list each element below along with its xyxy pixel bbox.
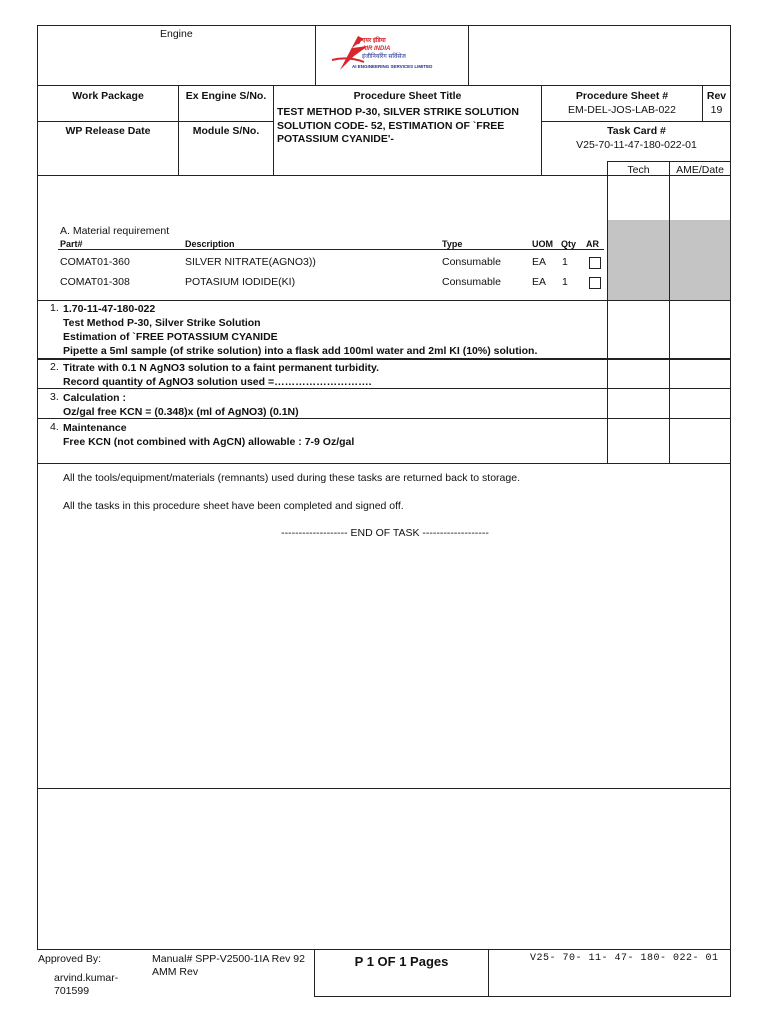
work-package-label: Work Package <box>72 90 144 102</box>
col-uom: UOM <box>532 239 553 249</box>
row1-qty: 1 <box>562 256 568 268</box>
row2-desc: POTASIUM IODIDE(KI) <box>185 276 296 288</box>
frame-right <box>730 25 731 950</box>
tools-note: All the tools/equipment/materials (remnants) used during these tasks are returned back to storage. <box>63 472 520 484</box>
end-of-task: ------------------- END OF TASK ------------------- <box>281 527 489 539</box>
air-india-logo <box>328 30 458 74</box>
procedure-sheet-label: Procedure Sheet # <box>575 90 669 102</box>
manual-ref: Manual# SPP-V2500-1IA Rev 92 <box>152 953 305 965</box>
completed-note: All the tasks in this procedure sheet have been completed and signed off. <box>63 500 404 512</box>
step2-num: 2. <box>50 361 59 373</box>
procedure-sheet-value: EM-DEL-JOS-LAB-022 <box>568 104 676 116</box>
step2-line1: Titrate with 0.1 N AgNO3 solution to a faint permanent turbidity. <box>63 362 379 374</box>
frame-bottom <box>37 949 731 950</box>
logo-line-3: इंजीनियरिंग सर्विसेज <box>362 54 406 60</box>
step4-line2: Free KCN (not combined with AgCN) allowable : 7-9 Oz/gal <box>63 436 355 448</box>
procedure-title-label: Procedure Sheet Title <box>353 90 462 102</box>
procedure-title-line2: SOLUTION CODE- 52, ESTIMATION OF `FREE <box>277 120 505 132</box>
row1-type: Consumable <box>442 256 501 268</box>
rev-label: Rev <box>706 90 727 102</box>
step1-line2: Test Method P-30, Silver Strike Solution <box>63 317 261 329</box>
approver-name: arvind.kumar- <box>54 972 119 984</box>
step1-num: 1. <box>50 302 59 314</box>
row1-uom: EA <box>532 256 547 268</box>
card-ref: V25- 70- 11- 47- 180- 022- 01 <box>530 953 719 964</box>
row2-ar-checkbox[interactable] <box>589 277 601 289</box>
frame-top <box>37 25 731 26</box>
row1-ar-checkbox[interactable] <box>589 257 601 269</box>
amm-rev: AMM Rev <box>152 966 199 978</box>
tech-shade <box>608 220 669 300</box>
task-card-label: Task Card # <box>607 125 666 137</box>
col-description: Description <box>185 239 235 249</box>
step3-num: 3. <box>50 391 59 403</box>
ame-shade <box>670 220 730 300</box>
col-qty: Qty <box>561 239 577 249</box>
procedure-title-line3: POTASSIUM CYANIDE'- <box>277 133 394 145</box>
approved-by-label: Approved By: <box>38 953 102 965</box>
step4-line1: Maintenance <box>63 422 127 434</box>
step3-line1: Calculation : <box>63 392 127 404</box>
step1-line1: 1.70-11-47-180-022 <box>63 303 156 315</box>
page-count: P 1 OF 1 Pages <box>354 954 449 969</box>
col-ar: AR <box>586 239 599 249</box>
step4-num: 4. <box>50 421 59 433</box>
logo-line-1: एयर इंडिया <box>362 38 386 44</box>
step3-line2: Oz/gal free KCN = (0.348)x (ml of AgNO3) (0.1N) <box>63 406 299 418</box>
logo-line-2: AIR INDIA <box>362 46 391 52</box>
rev-value: 19 <box>710 104 723 116</box>
procedure-title-line1: TEST METHOD P-30, SILVER STRIKE SOLUTION <box>277 106 519 118</box>
task-card-value: V25-70-11-47-180-022-01 <box>576 139 697 151</box>
step1-line4: Pipette a 5ml sample (of strike solution) into a flask add 100ml water and 2ml KI (10%) solution. <box>63 345 538 357</box>
step1-line3: Estimation of `FREE POTASSIUM CYANIDE <box>63 331 278 343</box>
row2-part: COMAT01-308 <box>60 276 130 288</box>
row1-desc: SILVER NITRATE(AGNO3)) <box>185 256 316 268</box>
col-part: Part# <box>60 239 83 249</box>
approver-id: 701599 <box>54 985 90 997</box>
frame-left <box>37 25 38 950</box>
ame-date-label: AME/Date <box>676 164 724 176</box>
wp-release-label: WP Release Date <box>65 125 151 137</box>
material-heading: A. Material requirement <box>60 225 170 237</box>
row1-part: COMAT01-360 <box>60 256 130 268</box>
step2-line2: Record quantity of AgNO3 solution used =………………………. <box>63 376 372 388</box>
ex-engine-label: Ex Engine S/No. <box>185 90 267 102</box>
row2-uom: EA <box>532 276 547 288</box>
logo-line-4: AI ENGINEERING SERVICES LIMITED <box>352 64 433 69</box>
col-type: Type <box>442 239 463 249</box>
row2-type: Consumable <box>442 276 501 288</box>
tech-label: Tech <box>627 164 650 176</box>
engine-label: Engine <box>160 28 193 40</box>
module-sn-label: Module S/No. <box>192 125 260 137</box>
row2-qty: 1 <box>562 276 568 288</box>
